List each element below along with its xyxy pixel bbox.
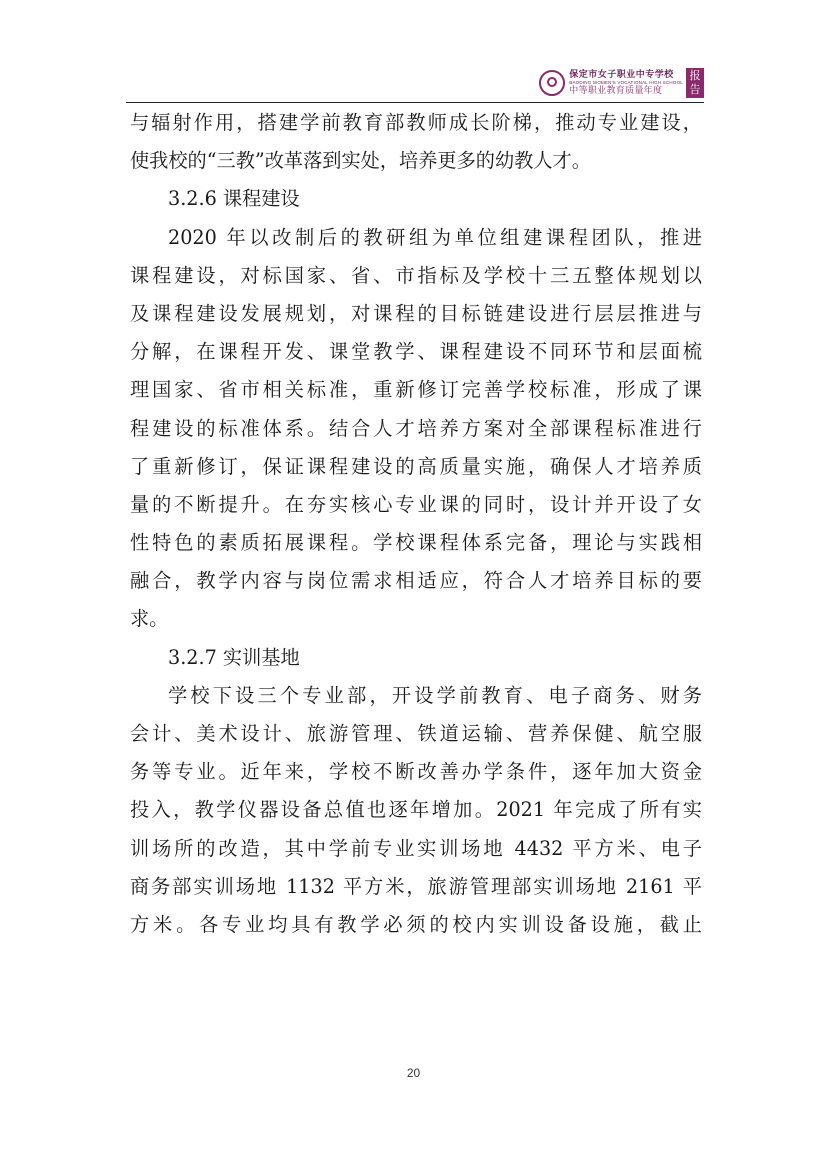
body-line: 投入，教学仪器设备总值也逐年增加。2021 年完成了所有实	[130, 798, 702, 822]
school-name: 保定市女子职业中专学校	[569, 69, 674, 80]
body-line: 务等专业。近年来，学校不断改善办学条件，逐年加大资金	[130, 760, 702, 784]
body-line: 了重新修订，保证课程建设的高质量实施，确保人才培养质	[130, 454, 702, 478]
body-line: 方米。各专业均具有教学必须的校内实训设备设施，截止	[130, 912, 702, 936]
body-line: 使我校的“三教”改革落到实处，培养更多的幼教人才。	[130, 149, 591, 173]
school-identity	[569, 70, 683, 97]
body-line: 与辐射作用，搭建学前教育部教师成长阶梯，推动专业建设，	[130, 111, 702, 134]
body-line: 性特色的素质拓展课程。学校课程体系完备，理论与实践相	[130, 531, 702, 555]
school-logo-group	[539, 66, 704, 100]
page-number: 20	[406, 1066, 421, 1080]
body-line: 分解，在课程开发、课堂教学、课程建设不同环节和层面梳	[130, 340, 702, 364]
body-line: 理国家、省市相关标准，重新修订完善学校标准，形成了课	[130, 378, 702, 402]
header-divider	[126, 102, 704, 103]
body-line: 融合，教学内容与岗位需求相适应，符合人才培养目标的要	[130, 569, 702, 593]
report-badge-bottom: 告	[689, 83, 701, 96]
body-line: 训场所的改造，其中学前专业实训场地 4432 平方米、电子	[130, 836, 702, 860]
section-heading-3-2-7: 3.2.7 实训基地	[168, 645, 300, 669]
school-seal-icon	[539, 70, 565, 96]
body-line: 商务部实训场地 1132 平方米，旅游管理部实训场地 2161 平	[130, 874, 702, 898]
body-line: 程建设的标准体系。结合人才培养方案对全部课程标准进行	[130, 416, 702, 440]
body-line: 求。	[130, 607, 169, 631]
body-line: 及课程建设发展规划，对课程的目标链建设进行层层推进与	[130, 301, 702, 325]
document-body	[130, 104, 702, 944]
report-badge-top: 报	[689, 69, 701, 82]
body-line: 课程建设，对标国家、省、市指标及学校十三五整体规划以	[130, 263, 702, 287]
body-line: 会计、美术设计、旅游管理、铁道运输、营养保健、航空服	[130, 722, 702, 745]
section-heading-3-2-6: 3.2.6 课程建设	[168, 187, 300, 211]
body-line: 量的不断提升。在夯实核心专业课的同时，设计并开设了女	[130, 492, 702, 516]
report-title: 中等职业教育质量年度	[569, 85, 663, 96]
report-badge	[686, 68, 704, 98]
body-line: 2020 年以改制后的教研组为单位组建课程团队，推进	[168, 225, 702, 249]
body-line: 学校下设三个专业部，开设学前教育、电子商务、财务	[168, 683, 702, 707]
page-header	[126, 62, 704, 104]
school-name-en: BAODING WOMEN'S VOCATIONAL HIGH SCHOOL	[569, 79, 683, 85]
